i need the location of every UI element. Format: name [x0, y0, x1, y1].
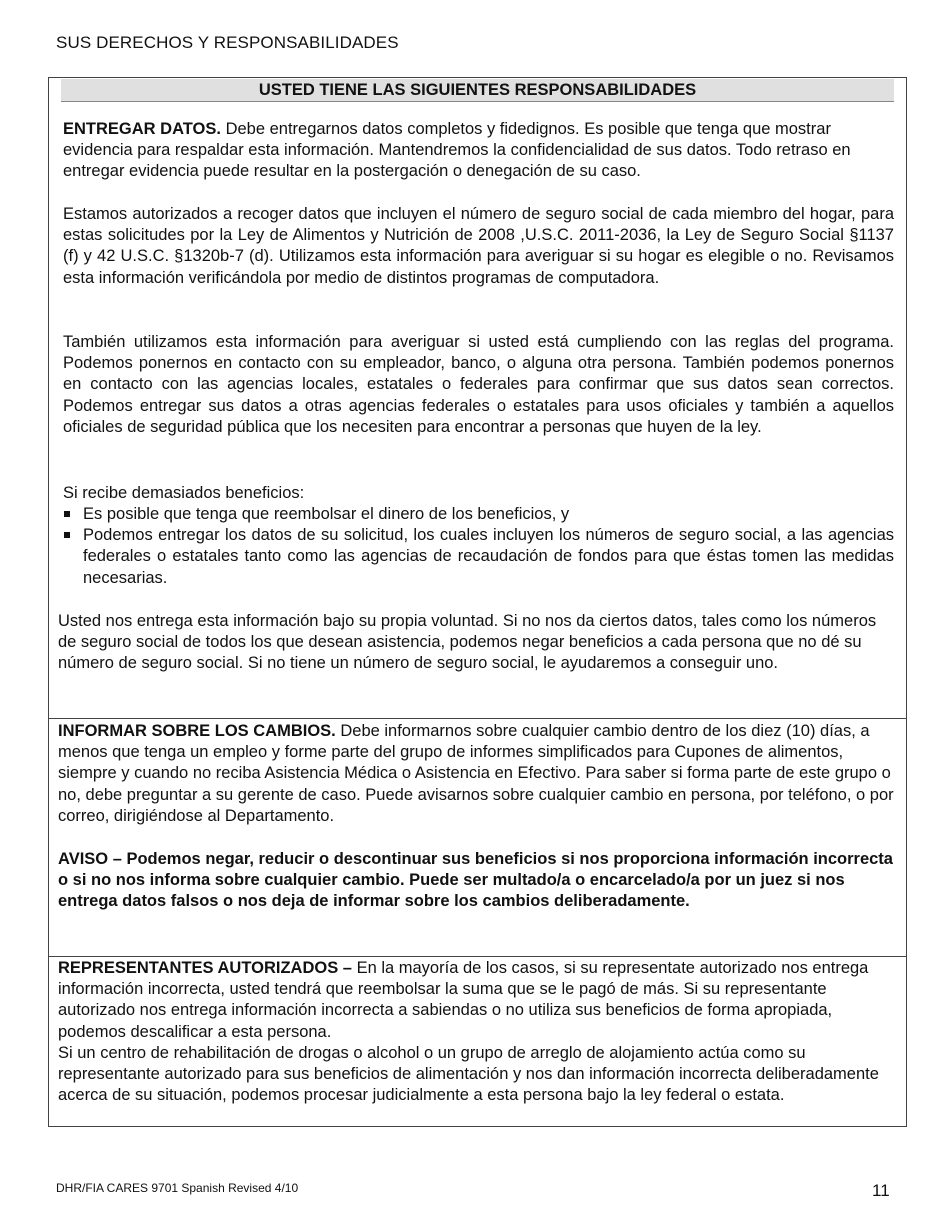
representantes-heading: REPRESENTANTES AUTORIZADOS –: [58, 959, 352, 977]
informar-cambios-text: Debe informarnos sobre cualquier cambio dentro de los diez (10) días, a menos que tenga un empleo y forme parte del grupo de informes simplificados para Cupones de alimentos, siempre y cuando no reciba Asistencia Médica o Asistencia en Efectivo. Para saber si forma parte de este grupo o no, debe preguntar a su gerente de caso. Puede avisarnos sobre cualquier cambio en persona, por teléfono, o por correo, dirigiéndose al Departamento.: [58, 722, 894, 825]
informar-cambios-heading: INFORMAR SOBRE LOS CAMBIOS.: [58, 722, 336, 740]
section-title: USTED TIENE LAS SIGUIENTES RESPONSABILIDADES: [61, 79, 894, 102]
list-item: Es posible que tenga que reembolsar el dinero de los beneficios, y: [63, 504, 894, 525]
page-header: SUS DERECHOS Y RESPONSABILIDADES: [56, 33, 399, 52]
responsibilities-box: [48, 77, 907, 1127]
representantes-rehab-paragraph: Si un centro de rehabilitación de drogas o alcohol o un grupo de arreglo de alojamiento actúa como su representante autorizado para sus beneficios de alimentación y nos dan información incorrecta deliberadamente acerca de su situación, podemos procesar judicialmente a esta persona bajo la ley federal o estata.: [58, 1044, 879, 1105]
entregar-datos-heading: ENTREGAR DATOS.: [63, 120, 221, 138]
entregar-datos-authority-paragraph: Estamos autorizados a recoger datos que incluyen el número de seguro social de cada miembro del hogar, para estas solicitudes por la Ley de Alimentos y Nutrición de 2008 ,U.S.C. 2011-2036, la Ley de Seguro Social §1137 (f) y 42 U.S.C. §1320b-7 (d). Utilizamos esta información para averiguar si su hogar es elegible o no. Revisamos esta información verificándola por medio de distintos programas de computadora.: [63, 205, 894, 287]
representantes-text: En la mayoría de los casos, si su representate autorizado nos entrega información incorrecta, usted tendrá que reembolsar la suma que se le pagó de más. Si su representante autorizado nos entrega información incorrecta a sabiendas o no utiliza sus beneficios de forma apropiada, podemos descalificar a esta persona.: [58, 959, 869, 1041]
entregar-datos-text: Debe entregarnos datos completos y fidedignos. Es posible que tenga que mostrar evidencia para respaldar esta información. Mantendremos la confidencialidad de sus datos. Todo retraso en entregar evidencia puede resultar en la postergación o denegación de su caso.: [63, 120, 851, 181]
entregar-datos-paragraph: [63, 119, 894, 183]
aviso-warning: AVISO – Podemos negar, reducir o descontinuar sus beneficios si nos proporciona información incorrecta o si no nos informa sobre cualquier cambio. Puede ser multado/a o encarcelado/a por un juez si nos entrega datos falsos o nos deja de informar sobre los cambios deliberadamente.: [58, 850, 893, 911]
list-item: Podemos entregar los datos de su solicitud, los cuales incluyen los números de seguro social, a las agencias federales o estatales tanto como las agencias de recaudación de fondos para que éstas tomen las medidas necesarias.: [63, 525, 894, 589]
entregar-datos-usage-paragraph: También utilizamos esta información para averiguar si usted está cumpliendo con las reglas del programa. Podemos ponernos en contacto con su empleador, banco, o alguna otra persona. También podemos ponernos en contacto con las agencias locales, estatales o federales para confirmar que sus datos sean correctos. Podemos entregar sus datos a otras agencias federales o estatales para usos oficiales y también a aquellos oficiales de seguridad pública que los necesiten para encontrar a personas que huyen de la ley.: [63, 333, 894, 436]
form-id: DHR/FIA CARES 9701 Spanish Revised 4/10: [56, 1181, 299, 1195]
page-number: 11: [872, 1181, 890, 1200]
informar-cambios-paragraph: [58, 721, 894, 827]
excess-benefits-list: [63, 504, 894, 589]
representantes-paragraph: [58, 958, 894, 1043]
section-divider: [49, 956, 906, 957]
section-divider: [49, 718, 906, 719]
excess-benefits-intro: Si recibe demasiados beneficios:: [63, 484, 305, 502]
voluntary-info-paragraph: Usted nos entrega esta información bajo su propia voluntad. Si no nos da ciertos datos, tales como los números de seguro social de todos los que desean asistencia, podemos negar beneficios a cada persona que no dé su número de seguro social. Si no tiene un número de seguro social, le ayudaremos a conseguir uno.: [58, 612, 877, 673]
